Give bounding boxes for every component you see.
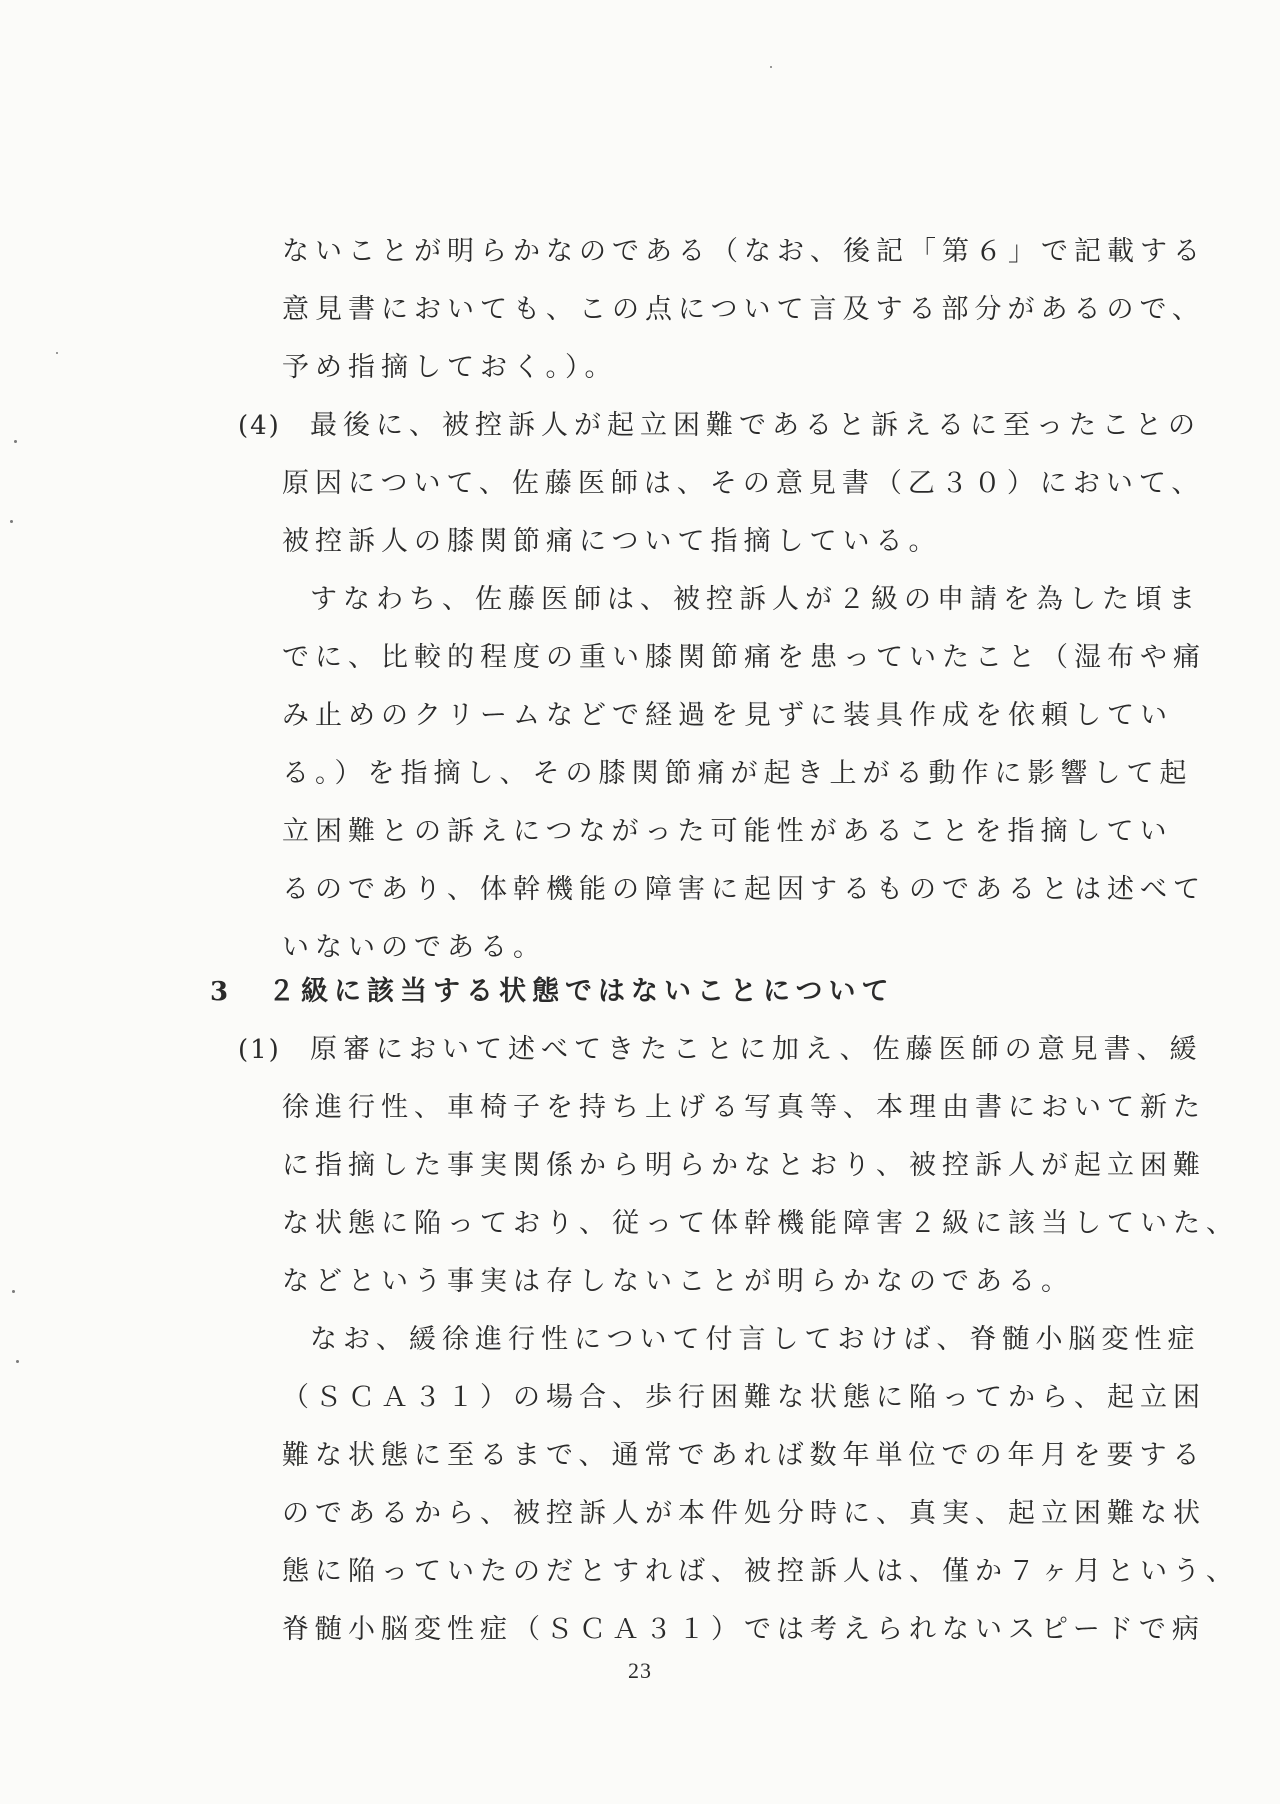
text-line: のであるから、被控訴人が本件処分時に、真実、起立困難な状 (282, 1498, 1206, 1529)
text-line: 最後に、被控訴人が起立困難であると訴えるに至ったことの (310, 410, 1201, 441)
text-line: 被控訴人の膝関節痛について指摘している。 (282, 526, 942, 557)
text-line: （ＳＣＡ３１）の場合、歩行困難な状態に陥ってから、起立困 (282, 1382, 1206, 1413)
scan-speck (56, 352, 58, 354)
scan-speck (770, 66, 772, 68)
text-line: などという事実は存しないことが明らかなのである。 (282, 1266, 1074, 1297)
text-line: 態に陥っていたのだとすれば、被控訴人は、僅か７ヶ月という、 (282, 1556, 1239, 1587)
text-line: るのであり、体幹機能の障害に起因するものであるとは述べて (282, 874, 1206, 905)
text-line: 原審において述べてきたことに加え、佐藤医師の意見書、緩 (310, 1034, 1203, 1065)
text-line: 予め指摘しておく。）。 (282, 352, 618, 383)
text-line: なお、緩徐進行性について付言しておけば、脊髄小脳変性症 (310, 1324, 1201, 1355)
text-line: 徐進行性、車椅子を持ち上げる写真等、本理由書において新た (282, 1092, 1206, 1123)
text-line: る。）を指摘し、その膝関節痛が起き上がる動作に影響して起 (282, 758, 1193, 789)
text-line: に指摘した事実関係から明らかなとおり、被控訴人が起立困難 (282, 1150, 1206, 1181)
text-line: 難な状態に至るまで、通常であれば数年単位での年月を要する (282, 1440, 1206, 1471)
scan-speck (16, 1360, 19, 1363)
scan-speck (10, 520, 13, 523)
text-line: すなわち、佐藤医師は、被控訴人が２級の申請を為した頃ま (310, 584, 1201, 615)
text-line: な状態に陥っており、従って体幹機能障害２級に該当していた、 (282, 1208, 1239, 1239)
scan-speck (12, 1290, 15, 1293)
text-line: ないことが明らかなのである（なお、後記「第６」で記載する (282, 236, 1206, 267)
text-line: 脊髄小脳変性症（ＳＣＡ３１）では考えられないスピードで病 (282, 1614, 1205, 1645)
text-line: み止めのクリームなどで経過を見ずに装具作成を依頼してい (282, 700, 1173, 731)
section-heading: ２級に該当する状態ではないことについて (268, 976, 895, 1007)
text-line: 原因について、佐藤医師は、その意見書（乙３０）において、 (282, 468, 1205, 499)
scan-speck (14, 440, 17, 443)
section-marker-3: 3 (210, 977, 231, 1007)
page-number: 23 (628, 1658, 652, 1683)
text-line: 意見書においても、この点について言及する部分があるので、 (282, 294, 1205, 325)
text-line: いないのである。 (282, 932, 546, 963)
item-marker-4: (4) (238, 411, 281, 441)
text-line: でに、比較的程度の重い膝関節痛を患っていたこと（湿布や痛 (282, 642, 1206, 673)
item-marker-1: (1) (238, 1035, 281, 1065)
text-line: 立困難との訴えにつながった可能性があることを指摘してい (282, 816, 1173, 847)
